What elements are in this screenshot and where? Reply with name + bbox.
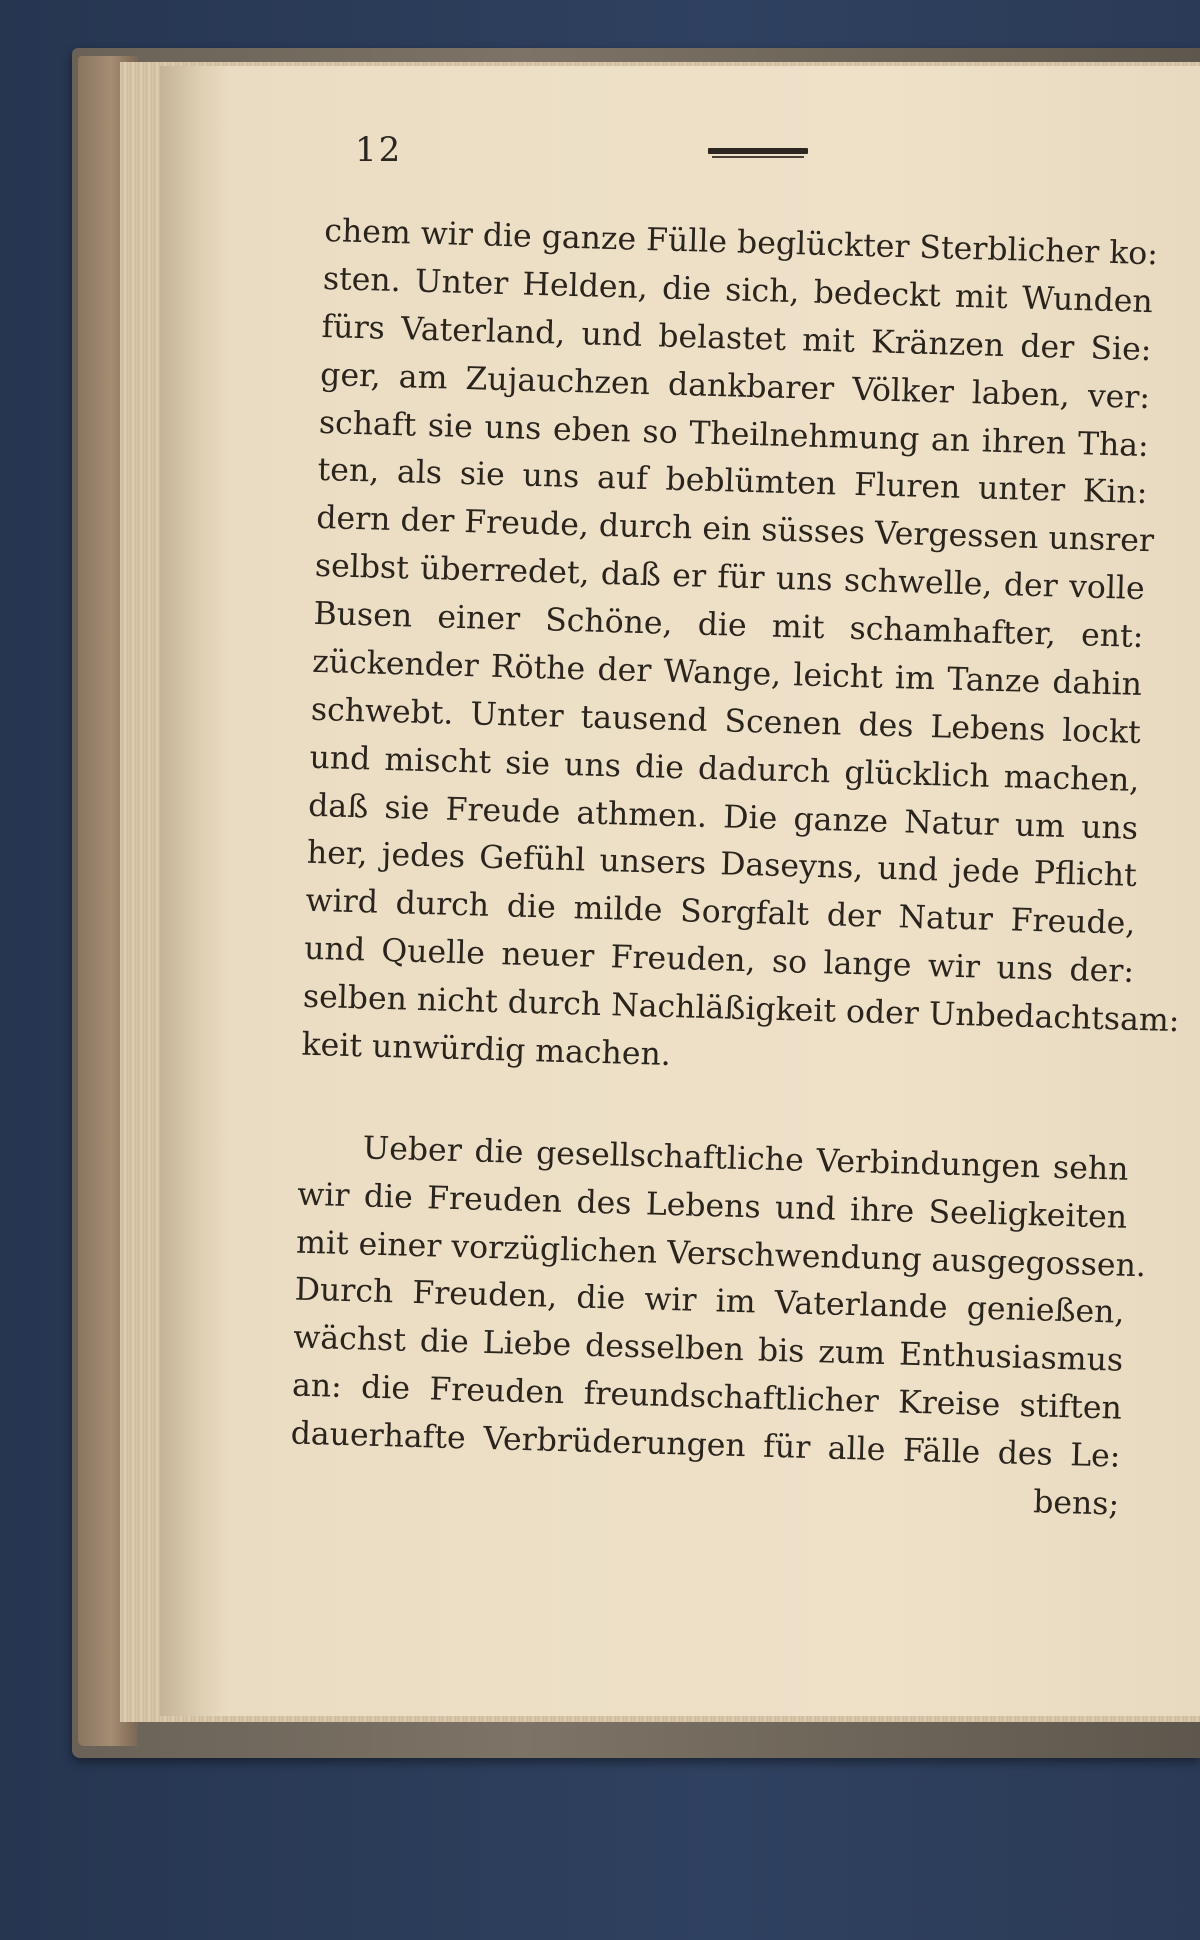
text-line: wächst die Liebe desselben bis zum Enthusiasmus bbox=[292, 1319, 1124, 1379]
header-rule bbox=[708, 148, 808, 154]
text-line: ger, am Zujauchzen dankbarer Völker laben, ver: bbox=[319, 356, 1151, 416]
text-line: dauerhafte Verbrüderungen für alle Fälle des Le: bbox=[290, 1415, 1121, 1475]
page-number: 12 bbox=[355, 130, 403, 170]
text-line: keit unwürdig machen. bbox=[301, 1026, 672, 1073]
text-line: und Quelle neuer Freuden, so lange wir uns der: bbox=[303, 930, 1135, 991]
text-line: wird durch die milde Sorgfalt der Natur Freude, bbox=[305, 882, 1136, 943]
paragraph bbox=[301, 208, 1180, 1093]
catchword: bens; bbox=[1032, 1484, 1120, 1523]
text-line: wir die Freuden des Lebens und ihre Seeligkeiten bbox=[296, 1176, 1128, 1236]
text-line: ten, als sie uns auf beblümten Fluren unter Kin: bbox=[317, 452, 1148, 512]
header-rule-thin bbox=[712, 156, 804, 158]
text-line: selben nicht durch Nachläßigkeit oder Unbedachtsam: bbox=[302, 978, 1180, 1040]
text-line: selbst überredet, daß er für uns schwelle, der volle bbox=[314, 547, 1146, 608]
text-line: daß sie Freude athmen. Die ganze Natur um uns bbox=[307, 787, 1139, 847]
text-line: zückender Röthe der Wange, leicht im Tanze dahin bbox=[311, 643, 1143, 703]
text-line: an: die Freuden freundschaftlicher Kreise stiften bbox=[291, 1367, 1123, 1427]
text-line: dern der Freude, durch ein süsses Vergessen unsrer bbox=[315, 500, 1155, 560]
text-line: schwebt. Unter tausend Scenen des Lebens lockt bbox=[310, 691, 1142, 751]
page-gutter-shadow bbox=[160, 66, 230, 1716]
text-line: Durch Freuden, die wir im Vaterlande genießen, bbox=[294, 1271, 1125, 1332]
text-line: schaft sie uns eben so Theilnehmung an ihren Tha: bbox=[318, 404, 1150, 464]
text-line: mit einer vorzüglichen Verschwendung ausgegossen. bbox=[295, 1224, 1147, 1284]
paragraph bbox=[290, 1123, 1147, 1481]
text-line: Ueber die gesellschaftliche Verbindungen sehn bbox=[362, 1130, 1129, 1188]
text-line: Busen einer Schöne, die mit schamhafter, ent: bbox=[313, 595, 1144, 656]
text-line: chem wir die ganze Fülle beglückter Sterblicher ko: bbox=[323, 212, 1159, 273]
text-line: sten. Unter Helden, die sich, bedeckt mit Wunden bbox=[322, 260, 1154, 321]
text-line: fürs Vaterland, und belastet mit Kränzen der Sie: bbox=[321, 308, 1152, 368]
page-text bbox=[289, 208, 1180, 1529]
text-line: und mischt sie uns die dadurch glücklich machen, bbox=[309, 739, 1140, 799]
text-line: her, jedes Gefühl unsers Daseyns, und jede Pflicht bbox=[306, 835, 1138, 895]
